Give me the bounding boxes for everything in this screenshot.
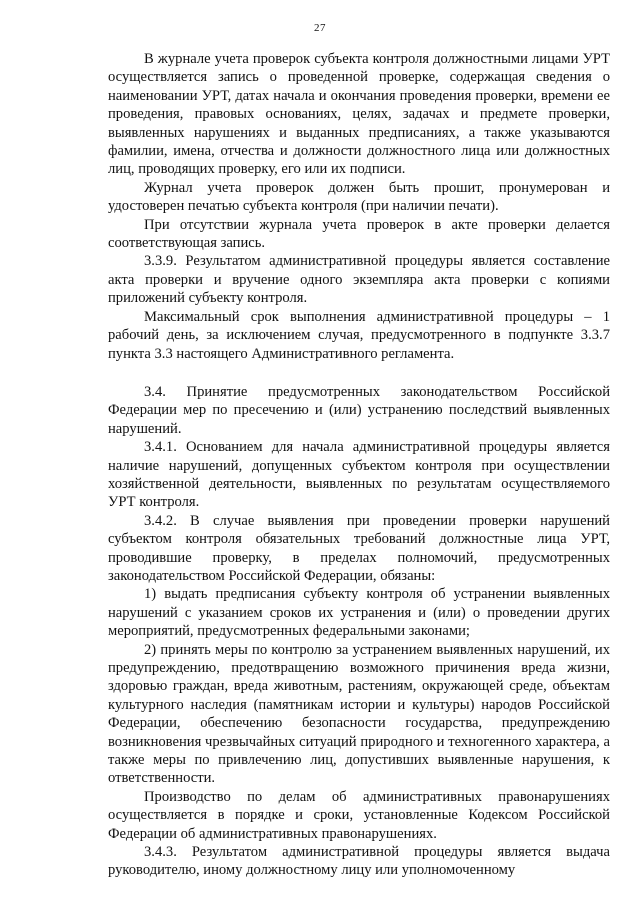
paragraph-journal-stitched: Журнал учета проверок должен быть прошит, пронумерован и удостоверен печатью субъекта контроля (при наличии печати).: [108, 179, 610, 215]
paragraph-3-4-2: 3.4.2. В случае выявления при проведении проверки нарушений субъектом контроля обязательных требований должностные лица УРТ, проводившие проверку, в пределах полномочий, предусмотренных законодательством Российской Федерации, обязаны:: [108, 512, 610, 584]
paragraph-3-3-9: 3.3.9. Результатом административной процедуры является составление акта проверки и вручение одного экземпляра акта проверки с копиями приложений субъекту контроля.: [108, 253, 610, 307]
list-item-take-measures: 2) принять меры по контролю за устранением выявленных нарушений, их предупреждению, предотвращению возможного причинения вреда жизни, здоровью граждан, вреда животным, растениям, окружающей среде, объектам культурного наследия (памятникам истории и культуры) народов Российской Федерации, обеспечению безопасности государства, предупреждению возникновения чрезвычайных ситуаций природного и техногенного характера, а также меры по привлечению лиц, допустивших выявленные нарушения, к ответственности.: [108, 641, 610, 787]
paragraph-max-duration: Максимальный срок выполнения административной процедуры – 1 рабочий день, за исключением случая, предусмотренного в подпункте 3.3.7 пункта 3.3 настоящего Административного регламента.: [108, 308, 610, 362]
page-number: 27: [314, 22, 326, 34]
document-body: [108, 50, 610, 880]
paragraph-journal-record: В журнале учета проверок субъекта контроля должностными лицами УРТ осуществляется запись о проведенной проверке, содержащая сведения о наименовании УРТ, датах начала и окончания проведения проверки, времени ее проведения, правовых основаниях, целях, задачах и предмете проверки, выявленных нарушениях и выданных предписаниях, а также указываются фамилии, имена, отчества и должности должностного лица или должностных лиц, проводящих проверку, его или их подписи.: [108, 51, 610, 178]
paragraph-3-4-3: 3.4.3. Результатом административной процедуры является выдача руководителю, иному должностному лицу или уполномоченному: [108, 844, 610, 879]
section-heading-3-4: 3.4. Принятие предусмотренных законодательством Российской Федерации мер по пресечению и (или) устранению последствий выявленных нарушений.: [108, 383, 610, 437]
paragraph-3-4-1: 3.4.1. Основанием для начала административной процедуры является наличие нарушений, допущенных субъектом контроля при осуществлении хозяйственной деятельности, выявленных по результатам осуществляемого УРТ контроля.: [108, 439, 610, 511]
paragraph-administrative-proceedings: Производство по делам об административных правонарушениях осуществляется в порядке и сроки, установленные Кодексом Российской Федерации об административных правонарушениях.: [108, 788, 610, 842]
list-item-issue-orders: 1) выдать предписания субъекту контроля об устранении выявленных нарушений с указанием сроков их устранения и (или) о проведении других мероприятий, предусмотренных федеральными законами;: [108, 586, 610, 640]
paragraph-journal-absent: При отсутствии журнала учета проверок в акте проверки делается соответствующая запись.: [108, 216, 610, 252]
